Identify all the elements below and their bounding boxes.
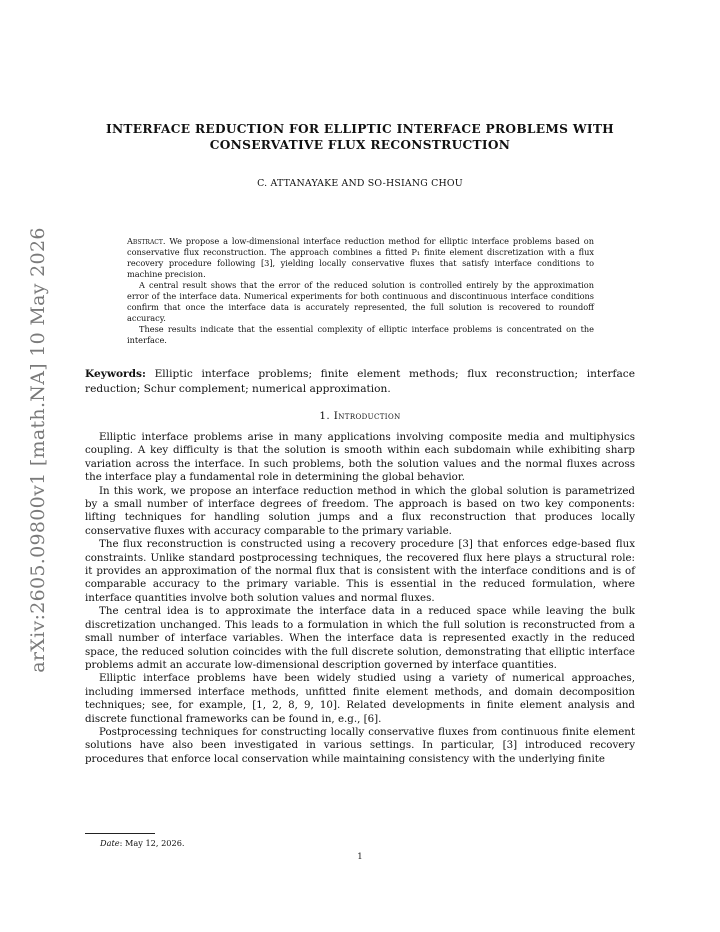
paper-title xyxy=(80,122,640,153)
abstract-heading: Abstract. xyxy=(127,236,166,246)
paragraph: Postprocessing techniques for constructing locally conservative fluxes from continuous finite element solutions have also been investigated in various settings. In particular, [3] introduced recovery procedures that enforce local conservation while maintaining consistency with the underlying finite xyxy=(85,725,635,765)
footnote-date xyxy=(100,838,185,848)
body-text xyxy=(85,431,635,766)
footnote-rule xyxy=(85,833,155,834)
keywords-text: Elliptic interface problems; finite element methods; flux reconstruction; interface reduction; Schur complement; numerical approximation. xyxy=(85,368,635,395)
abstract-paragraph-1 xyxy=(127,236,594,280)
keywords xyxy=(85,367,635,397)
title-line-2: CONSERVATIVE FLUX RECONSTRUCTION xyxy=(209,137,511,152)
abstract xyxy=(127,236,594,346)
page-number: 1 xyxy=(357,852,363,862)
footnote-label: Date xyxy=(100,838,120,848)
paragraph: In this work, we propose an interface reduction method in which the global solution is parametrized by a small number of interface degrees of freedom. The approach is based on two key components: lifting techniques for handling solution jumps and a flux reconstruction that produces locally conservative fluxes with accuracy comparable to the primary variable. xyxy=(85,484,635,537)
arxiv-identifier xyxy=(22,227,54,673)
abstract-paragraph-3: These results indicate that the essential complexity of elliptic interface problems is concentrated on the interface. xyxy=(127,324,594,345)
footnote-text: : May 12, 2026. xyxy=(119,838,185,848)
arxiv-identifier-text: arXiv:2605.09800v1 [math.NA] 10 May 2026 xyxy=(27,227,49,673)
paragraph: Elliptic interface problems have been widely studied using a variety of numerical approaches, including immersed interface methods, unfitted finite element methods, and domain decomposition techniques; see, for example, [1, 2, 8, 9, 10]. Related developments in finite element analysis and discrete functional frameworks can be found in, e.g., [6]. xyxy=(85,672,635,725)
section-title: Introduction xyxy=(333,410,401,422)
keywords-label: Keywords: xyxy=(85,368,146,380)
abstract-paragraph-2: A central result shows that the error of the reduced solution is controlled entirely by the approximation error of the interface data. Numerical experiments for both continuous and discontinuous interface conditions confirm that once the interface data is accurately represented, the full solution is recovered to roundoff accuracy. xyxy=(127,280,594,323)
abstract-text-1: We propose a low-dimensional interface reduction method for elliptic interface problems based on conservative flux reconstruction. The approach combines a fitted P₁ finite element discretization with a flux recovery procedure following [3], yielding locally conservative fluxes that satisfy interface conditions to machine precision. xyxy=(127,236,595,279)
title-line-1: INTERFACE REDUCTION FOR ELLIPTIC INTERFACE PROBLEMS WITH xyxy=(105,122,615,136)
section-number: 1. xyxy=(319,410,331,422)
paragraph: The central idea is to approximate the interface data in a reduced space while leaving the bulk discretization unchanged. This leads to a formulation in which the full solution is reconstructed from a small number of interface variables. When the interface data is represented exactly in the reduced space, the reduced solution coincides with the full discrete solution, demonstrating that elliptic interface problems admit an accurate low-dimensional description governed by interface quantities. xyxy=(85,605,635,671)
section-heading xyxy=(85,410,635,422)
paragraph: Elliptic interface problems arise in many applications involving composite media and multiphysics coupling. A key difficulty is that the solution is smooth within each subdomain while exhibiting sharp variation across the interface. In such problems, both the solution values and the normal fluxes across the interface play a fundamental role in determining the global behavior. xyxy=(85,431,635,484)
authors: C. ATTANAYAKE AND SO-HSIANG CHOU xyxy=(257,178,463,189)
paragraph: The flux reconstruction is constructed using a recovery procedure [3] that enforces edge-based flux constraints. Unlike standard postprocessing techniques, the recovered flux here plays a structural role: it provides an approximation of the normal flux that is consistent with the interface conditions and is of comparable accuracy to the primary variable. This is essential in the reduced formulation, where interface quantities involve both solution values and normal fluxes. xyxy=(85,538,635,604)
